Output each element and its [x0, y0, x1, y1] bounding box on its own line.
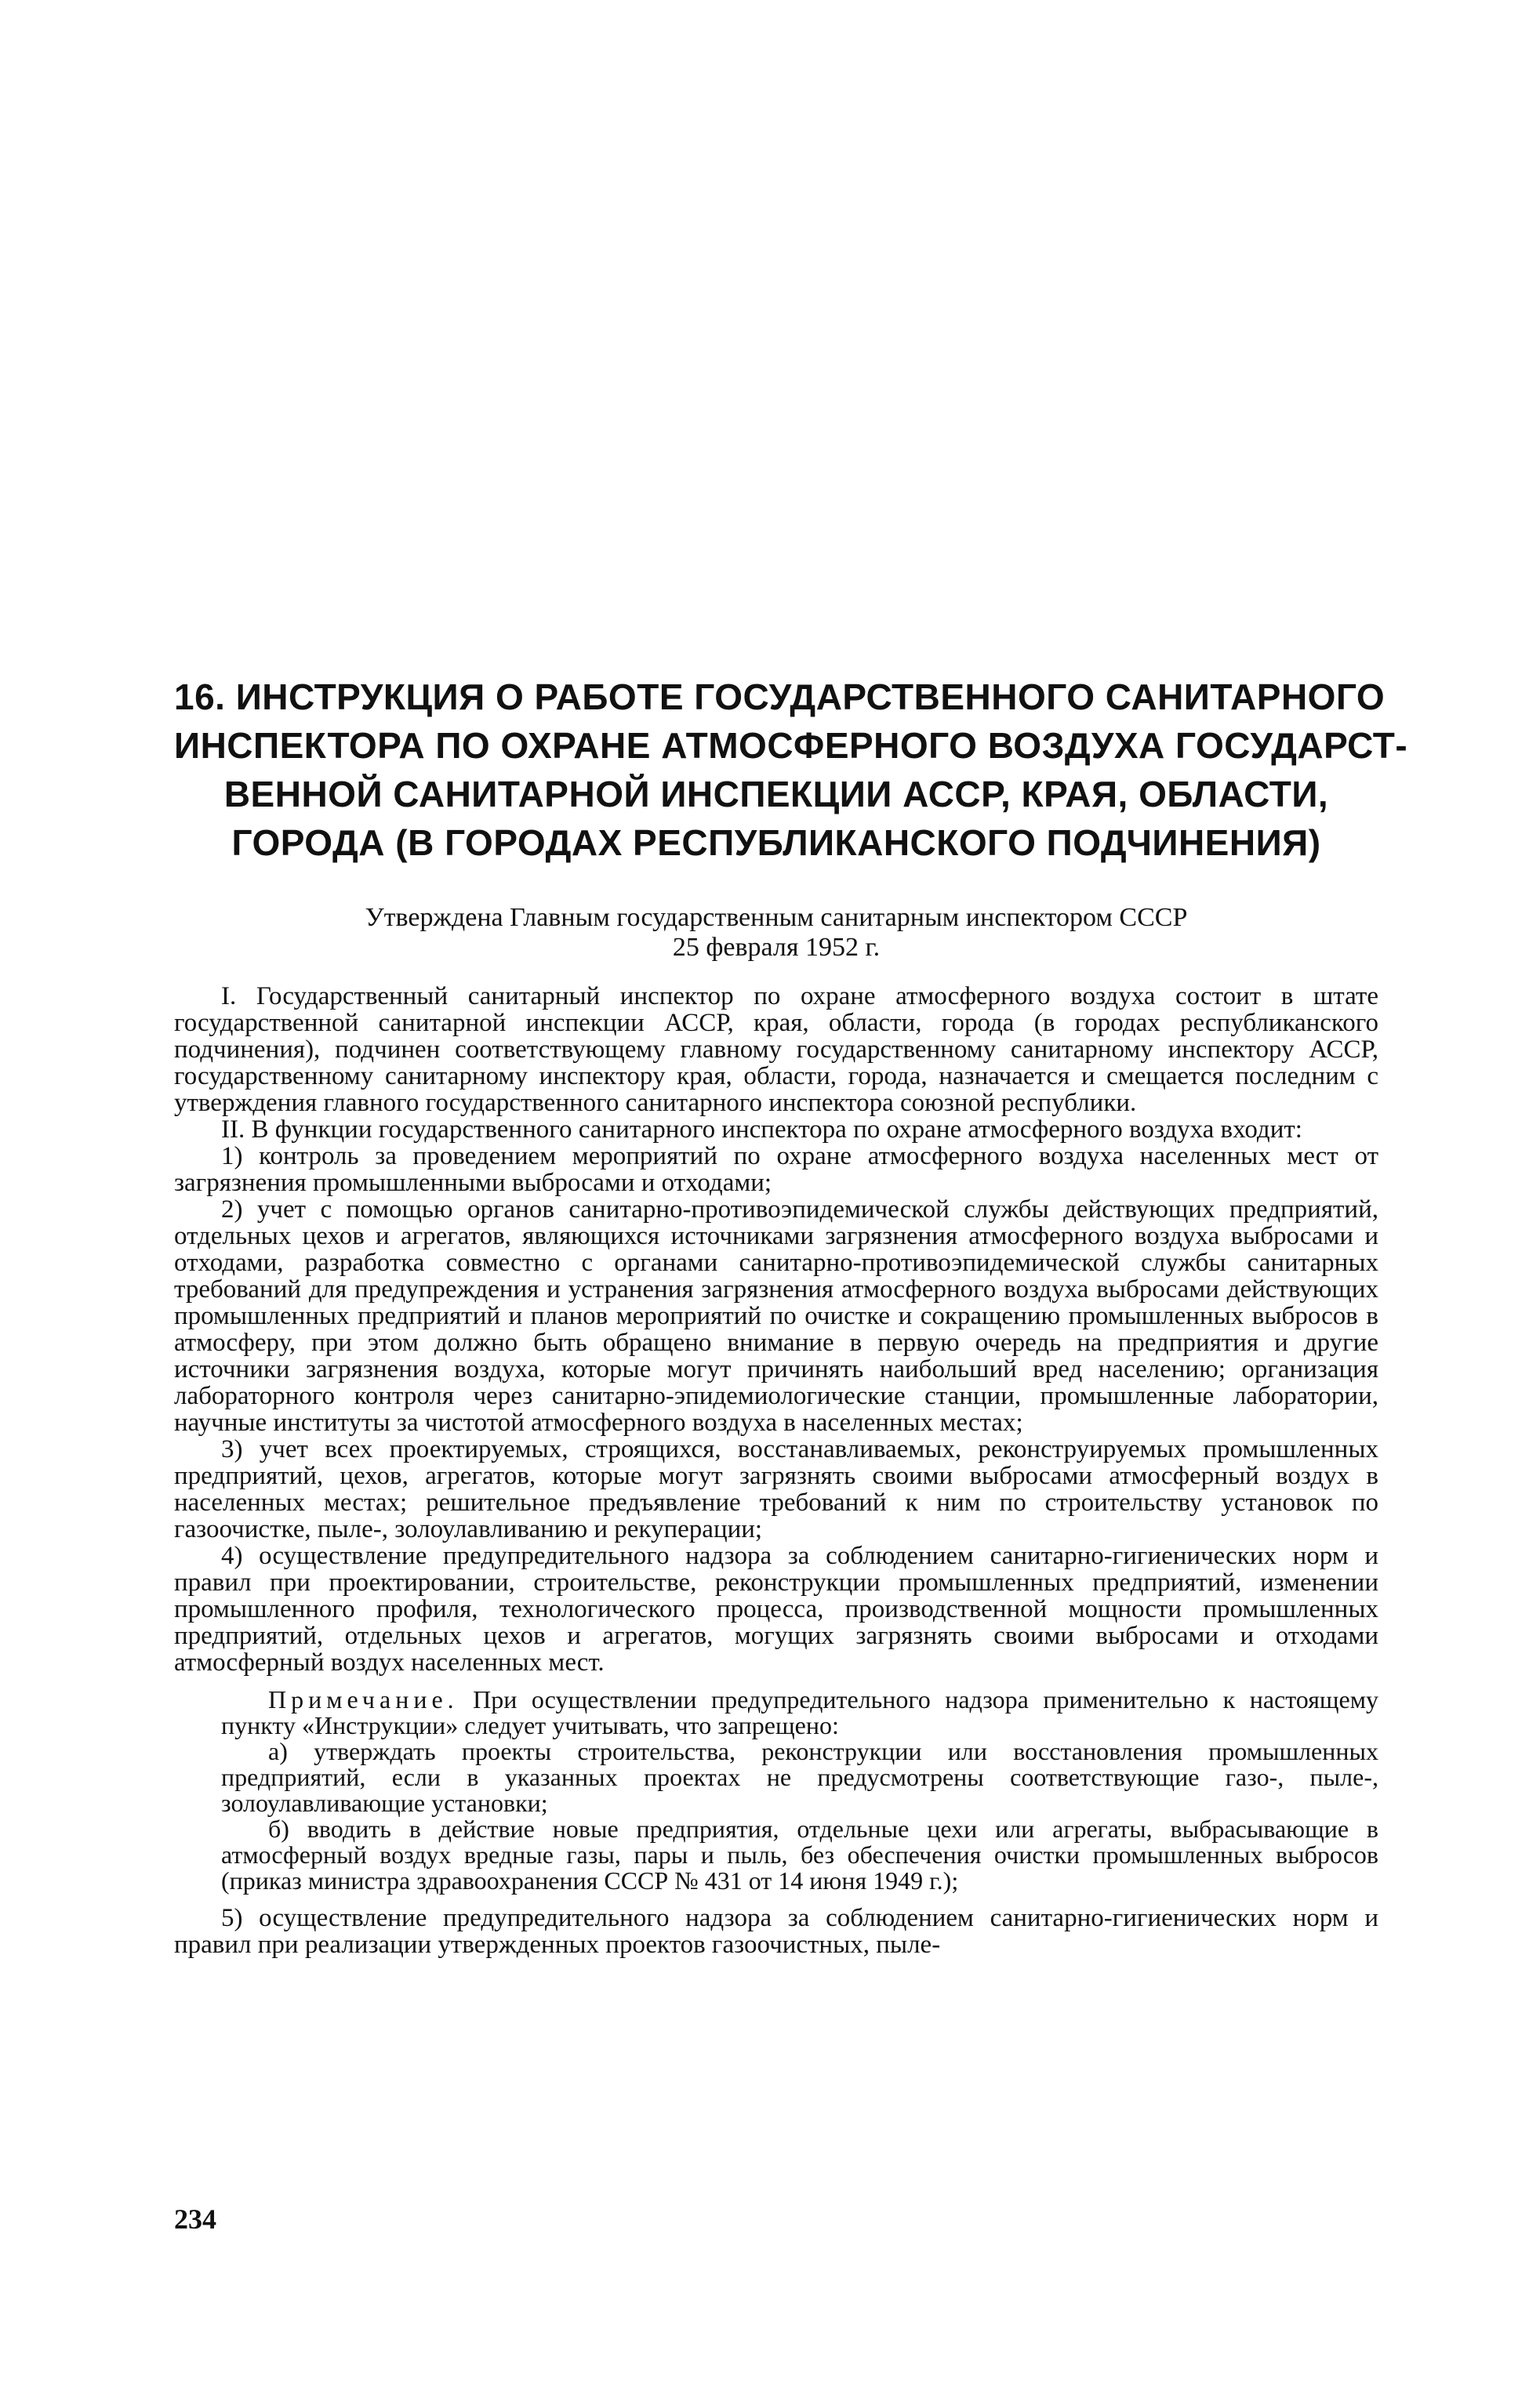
title-line: ГОРОДА (В ГОРОДАХ РЕСПУБЛИКАНСКОГО ПОДЧИНЕНИЯ)	[231, 822, 1321, 863]
paragraph-item-1: 1) контроль за проведением мероприятий по охране атмосферного воздуха населенных мест от загрязнения промышленными выбросами и отходами;	[174, 1142, 1378, 1197]
document-title	[174, 673, 1408, 867]
paragraph-item-2: 2) учет с помощью органов санитарно-противоэпидемической службы действующих предприятий, отдельных цехов и агрегатов, являющихся источниками загрязнения атмосферного воздуха выбросами и отходами, разработка совместно с органами санитарно-противоэпидемической службы санитарных требований для предупреждения и устранения загрязнения атмосферного воздуха выбросами действующих промышленных предприятий и планов мероприятий по очистке и сокращению промышленных выбросов в атмосферу, при этом должно быть обращено внимание в первую очередь на предприятия и другие источники загрязнения воздуха, которые могут причинять наибольший вред населению; организация лабораторного контроля через санитарно-эпидемиологические станции, промышленные лаборатории, научные институты за чистотой атмосферного воздуха в населенных местах;	[174, 1195, 1378, 1437]
paragraph-item-5: 5) осуществление предупредительного надзора за соблюдением санитарно-гигиенических норм и правил при реализации утвержденных проектов газоочистных, пыле-	[174, 1904, 1378, 1959]
title-line: ИНСПЕКТОРА ПО ОХРАНЕ АТМОСФЕРНОГО ВОЗДУХА ГОСУДАРСТ-	[174, 725, 1408, 766]
title-line: ВЕННОЙ САНИТАРНОЙ ИНСПЕКЦИИ АССР, КРАЯ, ОБЛАСТИ,	[223, 774, 1329, 814]
note-item-b: б) вводить в действие новые предприятия, отдельные цехи или агрегаты, выбрасывающие в атмосферный воздух вредные газы, пары и пыль, без обеспечения очистки промышленных выбросов (приказ министра здравоохранения СССР № 431 от 14 июня 1949 г.);	[221, 1815, 1378, 1895]
title-line: 16. ИНСТРУКЦИЯ О РАБОТЕ ГОСУДАРСТВЕННОГО САНИТАРНОГО	[174, 676, 1386, 717]
note-intro	[221, 1687, 1378, 1739]
paragraph-section-1: I. Государственный санитарный инспектор по охране атмосферного воздуха состоит в штате государственной санитарной инспекции АССР, края, области, города (в городах республиканского подчинения), подчинен соответствующему главному государственному санитарному инспектору АССР, государственному санитарному инспектору края, области, города, назначается и смещается последним с утверждения главного государственного санитарного инспектора союзной республики.	[174, 982, 1378, 1117]
note-intro-text: При осуществлении предупредительного надзора применительно к настоящему пункту «Инструкции» следует учитывать, что запрещено:	[221, 1685, 1379, 1739]
document-page	[174, 673, 1408, 1959]
document-body	[174, 983, 1378, 1958]
paragraph-item-3: 3) учет всех проектируемых, строящихся, восстанавливаемых, реконструируемых промышленных предприятий, цехов, агрегатов, которые могут загрязнять своими выбросами атмосферный воздух в населенных местах; решительное предъявление требований к ним по строительству установок по газоочистке, пыле-, золоулавливанию и рекуперации;	[174, 1435, 1378, 1543]
note-block	[221, 1687, 1378, 1894]
approval-line: Утверждена Главным государственным санитарным инспектором СССР	[365, 903, 1188, 932]
paragraph-section-2: II. В функции государственного санитарного инспектора по охране атмосферного воздуха входит:	[221, 1115, 1302, 1144]
paragraph-item-4: 4) осуществление предупредительного надзора за соблюдением санитарно-гигиенических норм и правил при проектировании, строительстве, реконструкции промышленных предприятий, изменении промышленного профиля, технологического процесса, производственной мощности промышленных предприятий, отдельных цехов и агрегатов, могущих загрязнять своими выбросами и отходами атмосферный воздух населенных мест.	[174, 1542, 1378, 1677]
page-number: 234	[174, 2203, 216, 2235]
note-item-a: а) утверждать проекты строительства, реконструкции или восстановления промышленных предприятий, если в указанных проектах не предусмотрены соответствующие газо-, пыле-, золоулавливающие установки;	[221, 1737, 1378, 1817]
approval-note	[174, 903, 1378, 963]
approval-date: 25 февраля 1952 г.	[672, 933, 881, 962]
note-label: Примечание.	[268, 1685, 459, 1714]
